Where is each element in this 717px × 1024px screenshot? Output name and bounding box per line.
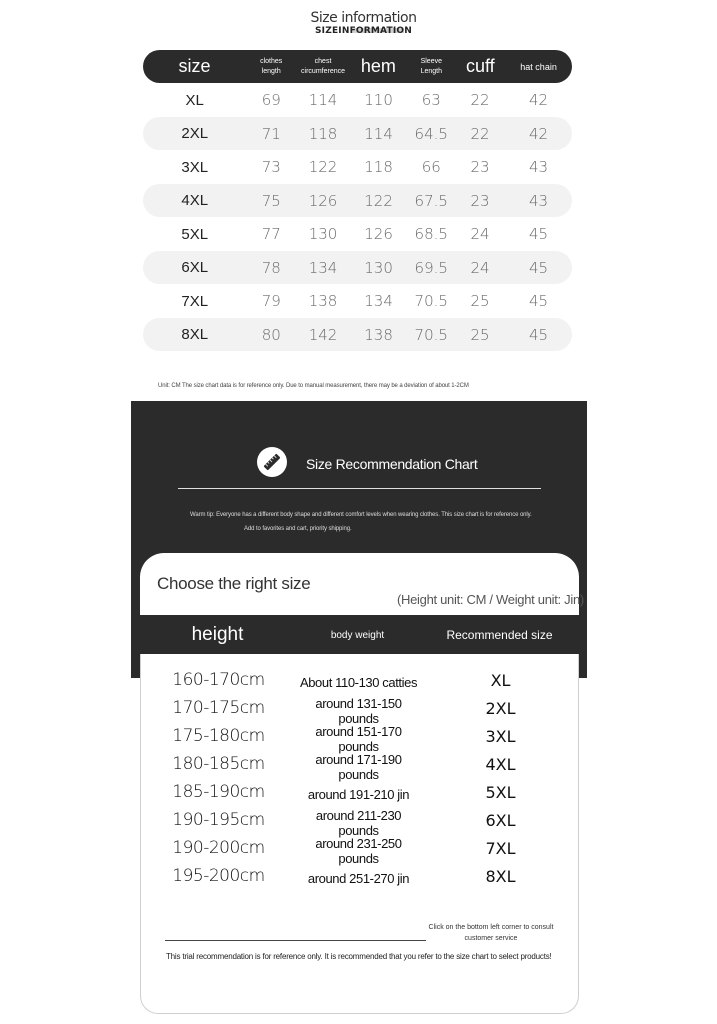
cell-size: 4XL <box>181 192 209 209</box>
cell-hat-chain: 43 <box>528 191 549 210</box>
list-item <box>141 750 580 782</box>
list-item <box>141 834 580 866</box>
cell-hat-chain: 42 <box>528 91 549 109</box>
unit-legend: (Height unit: CM / Weight unit: Jin) <box>397 592 584 607</box>
cell-clothes-length: 77 <box>261 225 281 243</box>
cell-height: 195-200cm <box>172 866 265 886</box>
cell-height: 170-175cm <box>172 698 265 718</box>
cell-hem: 134 <box>364 292 393 310</box>
header-recommended-size: Recommended size <box>446 628 553 642</box>
table-row <box>143 251 572 284</box>
header-hat-chain: hat chain <box>520 61 557 72</box>
recommendation-table-header <box>140 615 579 655</box>
cell-cuff: 22 <box>470 91 490 109</box>
cell-recommended-size: XL <box>490 670 511 690</box>
table-row <box>143 218 572 251</box>
warm-tip: Warm tip: Everyone has a different body shape and different comfort levels when wearing clothes. This size chart is for reference only. <box>190 512 532 518</box>
cell-chest: 134 <box>308 258 338 277</box>
choose-size-title: Choose the right size <box>157 574 311 593</box>
cell-recommended-size: 3XL <box>485 726 516 746</box>
cell-cuff: 25 <box>470 325 490 344</box>
cell-cuff: 24 <box>470 258 490 277</box>
cell-size: XL <box>185 91 204 109</box>
cell-sleeve-length: 68.5 <box>414 225 448 243</box>
cell-chest: 138 <box>308 292 338 310</box>
cell-body-weight: About 110-130 catties <box>299 675 418 690</box>
cell-height: 175-180cm <box>172 726 265 746</box>
cell-size: 6XL <box>181 259 209 276</box>
cell-hem: 138 <box>364 325 393 344</box>
cell-size: 8XL <box>181 326 209 343</box>
cell-body-weight: around 251-270 jin <box>307 871 410 886</box>
header-cuff: cuff <box>465 56 495 76</box>
list-item <box>141 778 580 806</box>
cell-body-weight: around 211-230 pounds <box>315 807 402 838</box>
cell-size: 2XL <box>181 125 209 142</box>
cell-recommended-size: 4XL <box>485 754 516 774</box>
cell-clothes-length: 75 <box>261 191 281 210</box>
cell-clothes-length: 79 <box>261 292 281 310</box>
page-heading <box>0 10 717 36</box>
cell-clothes-length: 73 <box>261 158 281 176</box>
cell-recommended-size: 5XL <box>485 782 516 802</box>
header-clothes-length: clothes length <box>260 57 283 75</box>
cell-height: 185-190cm <box>172 782 265 802</box>
table-row <box>143 151 572 184</box>
cell-hat-chain: 45 <box>528 325 549 344</box>
cell-size: 5XL <box>181 225 209 243</box>
cell-body-weight: around 231-250 pounds <box>315 835 402 866</box>
cell-clothes-length: 78 <box>261 258 281 277</box>
cell-sleeve-length: 64.5 <box>414 124 448 143</box>
cell-height: 190-200cm <box>172 838 265 858</box>
cell-body-weight: around 171-190 pounds <box>315 751 402 782</box>
cell-sleeve-length: 63 <box>421 91 441 109</box>
cell-recommended-size: 2XL <box>485 698 516 718</box>
header-sleeve-length: Sleeve Length <box>420 57 442 75</box>
cell-sleeve-length: 67.5 <box>414 191 448 210</box>
cell-cuff: 23 <box>470 191 490 210</box>
cell-recommended-size: 8XL <box>485 866 516 886</box>
table-row <box>143 184 572 217</box>
list-item <box>141 862 580 890</box>
header-height: height <box>191 624 244 645</box>
cell-chest: 118 <box>308 124 338 143</box>
size-table-header <box>143 50 572 83</box>
cell-height: 180-185cm <box>172 754 265 774</box>
cell-size: 3XL <box>181 158 209 176</box>
page-title: Size information <box>310 10 417 26</box>
cell-clothes-length: 80 <box>261 325 281 344</box>
cell-hat-chain: 42 <box>528 124 549 143</box>
cell-sleeve-length: 70.5 <box>414 292 448 310</box>
consult-line-1: Click on the bottom left corner to consult <box>428 924 554 931</box>
trial-note: This trial recommendation is for reference only. It is recommended that you refer to the size chart to select products! <box>166 952 552 961</box>
cell-height: 160-170cm <box>172 670 265 690</box>
title-divider <box>178 488 541 489</box>
header-chest-circumference: chest circumference <box>301 57 346 75</box>
table-row <box>143 117 572 150</box>
table-row <box>143 84 572 117</box>
cell-cuff: 24 <box>470 225 490 243</box>
ruler-icon-graphic <box>262 452 282 472</box>
page-subtitle: SIZEINFORMATION <box>314 26 412 36</box>
cell-sleeve-length: 69.5 <box>414 258 448 277</box>
cell-cuff: 23 <box>470 158 490 176</box>
cell-clothes-length: 71 <box>261 124 281 143</box>
list-item <box>141 806 580 838</box>
cell-body-weight: around 151-170 pounds <box>315 723 402 754</box>
list-item <box>141 722 580 754</box>
cell-hat-chain: 43 <box>528 158 549 176</box>
size-table-body <box>143 84 572 352</box>
cell-cuff: 25 <box>470 292 490 310</box>
list-item <box>141 694 580 726</box>
cell-size: 7XL <box>181 292 209 310</box>
warm-tip-favorites: Add to favorites and cart, priority shipping. <box>244 526 352 532</box>
list-item <box>141 666 580 694</box>
cell-chest: 114 <box>308 91 338 109</box>
cell-chest: 126 <box>308 191 338 210</box>
table-row <box>143 318 572 351</box>
consult-note <box>426 922 556 944</box>
cell-chest: 122 <box>308 158 338 176</box>
size-table <box>143 50 572 351</box>
cell-hat-chain: 45 <box>528 292 549 310</box>
cell-hem: 118 <box>364 158 393 176</box>
cell-body-weight: around 131-150 pounds <box>315 695 402 726</box>
header-body-weight: body weight <box>330 629 385 641</box>
cell-chest: 142 <box>308 325 338 344</box>
cell-recommended-size: 7XL <box>485 838 516 858</box>
consult-divider <box>165 940 426 941</box>
cell-hem: 110 <box>364 91 393 109</box>
cell-recommended-size: 6XL <box>485 810 516 830</box>
cell-hat-chain: 45 <box>528 258 549 277</box>
recommendation-title: Size Recommendation Chart <box>306 456 478 472</box>
cell-hem: 114 <box>364 124 393 143</box>
cell-chest: 130 <box>308 225 338 243</box>
consult-line-2: customer service <box>464 935 518 942</box>
cell-hem: 126 <box>364 225 393 243</box>
header-hem: hem <box>360 56 396 76</box>
header-size: size <box>178 56 211 76</box>
cell-height: 190-195cm <box>172 810 265 830</box>
unit-note: Unit: CM The size chart data is for reference only. Due to manual measurement, there may be a deviation of about 1-2CM <box>158 383 469 389</box>
cell-hem: 122 <box>364 191 393 210</box>
cell-hem: 130 <box>364 258 393 277</box>
cell-hat-chain: 45 <box>528 225 549 243</box>
cell-body-weight: around 191-210 jin <box>307 787 410 802</box>
cell-sleeve-length: 66 <box>421 158 441 176</box>
cell-sleeve-length: 70.5 <box>414 325 448 344</box>
table-row <box>143 285 572 318</box>
cell-clothes-length: 69 <box>261 91 281 109</box>
cell-cuff: 22 <box>470 124 490 143</box>
ruler-icon <box>257 447 287 477</box>
